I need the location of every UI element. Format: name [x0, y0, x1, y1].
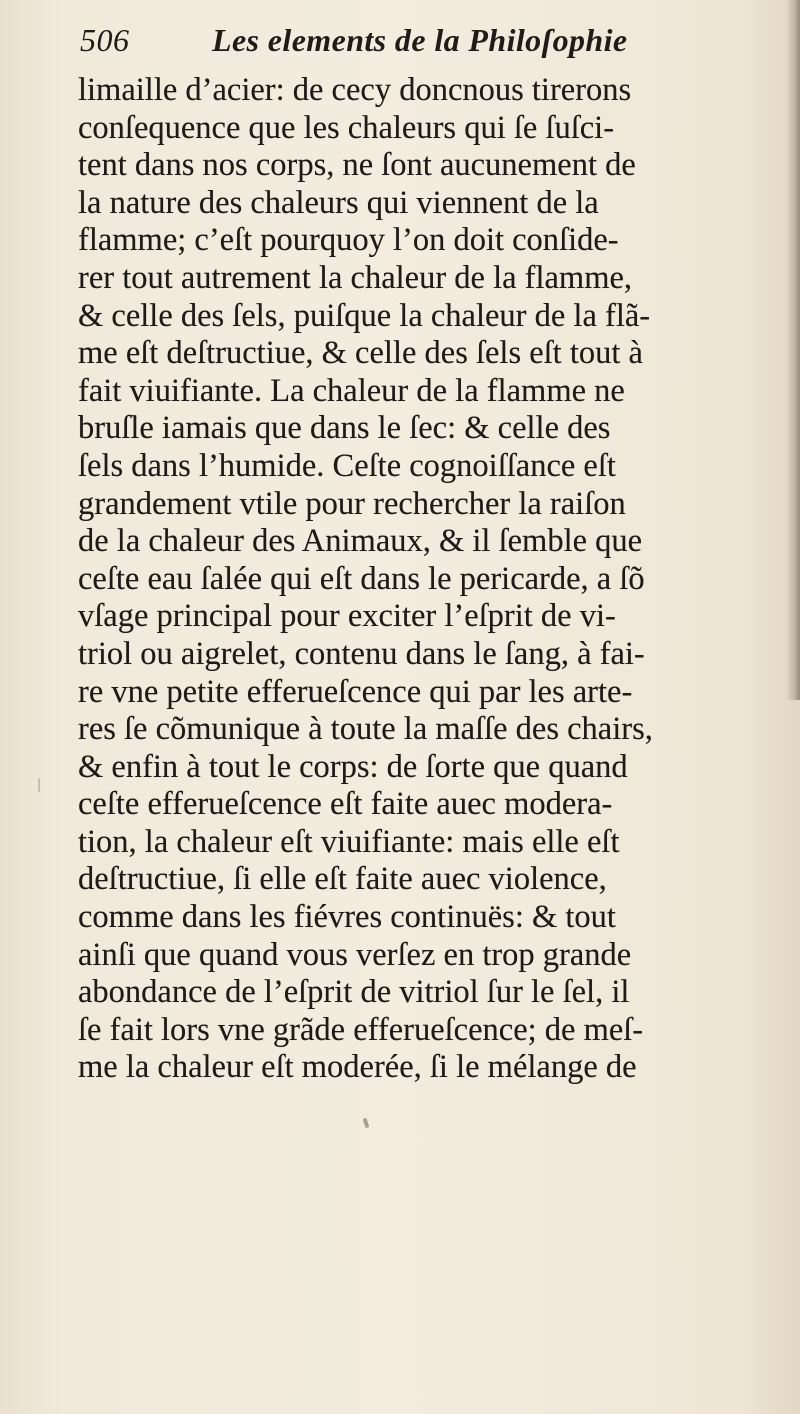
- text-line: abondance de l’eſprit de vitriol ſur le ſel, il: [78, 974, 630, 1011]
- page-edge-shadow: [786, 0, 800, 700]
- running-head: Les elements de la Philoſophie: [212, 22, 628, 58]
- paper-speck: [38, 778, 40, 792]
- text-line: ainſi que quand vous verſez en trop grande: [78, 936, 632, 973]
- text-line: ſels dans l’humide. Ceſte cognoiſſance eſt: [78, 447, 616, 484]
- text-line: res ſe cõmunique à toute la maſſe des chairs,: [78, 711, 653, 748]
- text-line: grandement vtile pour rechercher la raiſon: [78, 485, 626, 522]
- text-line: vſage principal pour exciter l’eſprit de vi-: [78, 598, 616, 635]
- text-line: deſtructiue, ſi elle eſt faite auec violence,: [78, 861, 607, 898]
- text-line: triol ou aigrelet, contenu dans le ſang, à fai-: [78, 635, 645, 672]
- text-line: conſequence que les chaleurs qui ſe ſuſci-: [78, 109, 615, 146]
- text-line: de la chaleur des Animaux, & il ſemble que: [78, 523, 643, 560]
- paper-speck: [363, 1118, 370, 1129]
- text-line: & enfin à tout le corps: de ſorte que quand: [78, 748, 628, 785]
- text-line: bruſle iamais que dans le ſec: & celle des: [78, 410, 611, 447]
- text-line: re vne petite efferueſcence qui par les arte-: [78, 673, 633, 710]
- body-text: [78, 72, 778, 1087]
- text-line: flamme; c’eſt pourquoy l’on doit conſide-: [78, 222, 619, 259]
- text-line: comme dans les fiévres continuës: & tout: [78, 899, 616, 936]
- page-number: 506: [80, 22, 130, 58]
- text-line: me eſt deſtructiue, & celle des ſels eſt tout à: [78, 335, 643, 372]
- text-line: ceſte efferueſcence eſt faite auec modera-: [78, 786, 613, 823]
- text-line: me la chaleur eſt moderée, ſi le mélange de: [78, 1049, 637, 1086]
- text-line: fait viuifiante. La chaleur de la flamme ne: [78, 372, 625, 409]
- text-line: la nature des chaleurs qui viennent de la: [78, 184, 599, 221]
- text-line: limaille d’acier: de cecy doncnous tirerons: [78, 72, 632, 108]
- text-line: ſe fait lors vne grãde efferueſcence; de meſ-: [78, 1011, 644, 1048]
- text-line: ceſte eau ſalée qui eſt dans le pericarde, a ſõ: [78, 560, 645, 597]
- page-header: [80, 18, 770, 66]
- text-line: tion, la chaleur eſt viuifiante: mais elle eſt: [78, 823, 620, 860]
- text-line: tent dans nos corps, ne ſont aucunement de: [78, 147, 636, 184]
- text-line: rer tout autrement la chaleur de la flamme,: [78, 259, 633, 296]
- text-line: & celle des ſels, puiſque la chaleur de la flã-: [78, 297, 651, 334]
